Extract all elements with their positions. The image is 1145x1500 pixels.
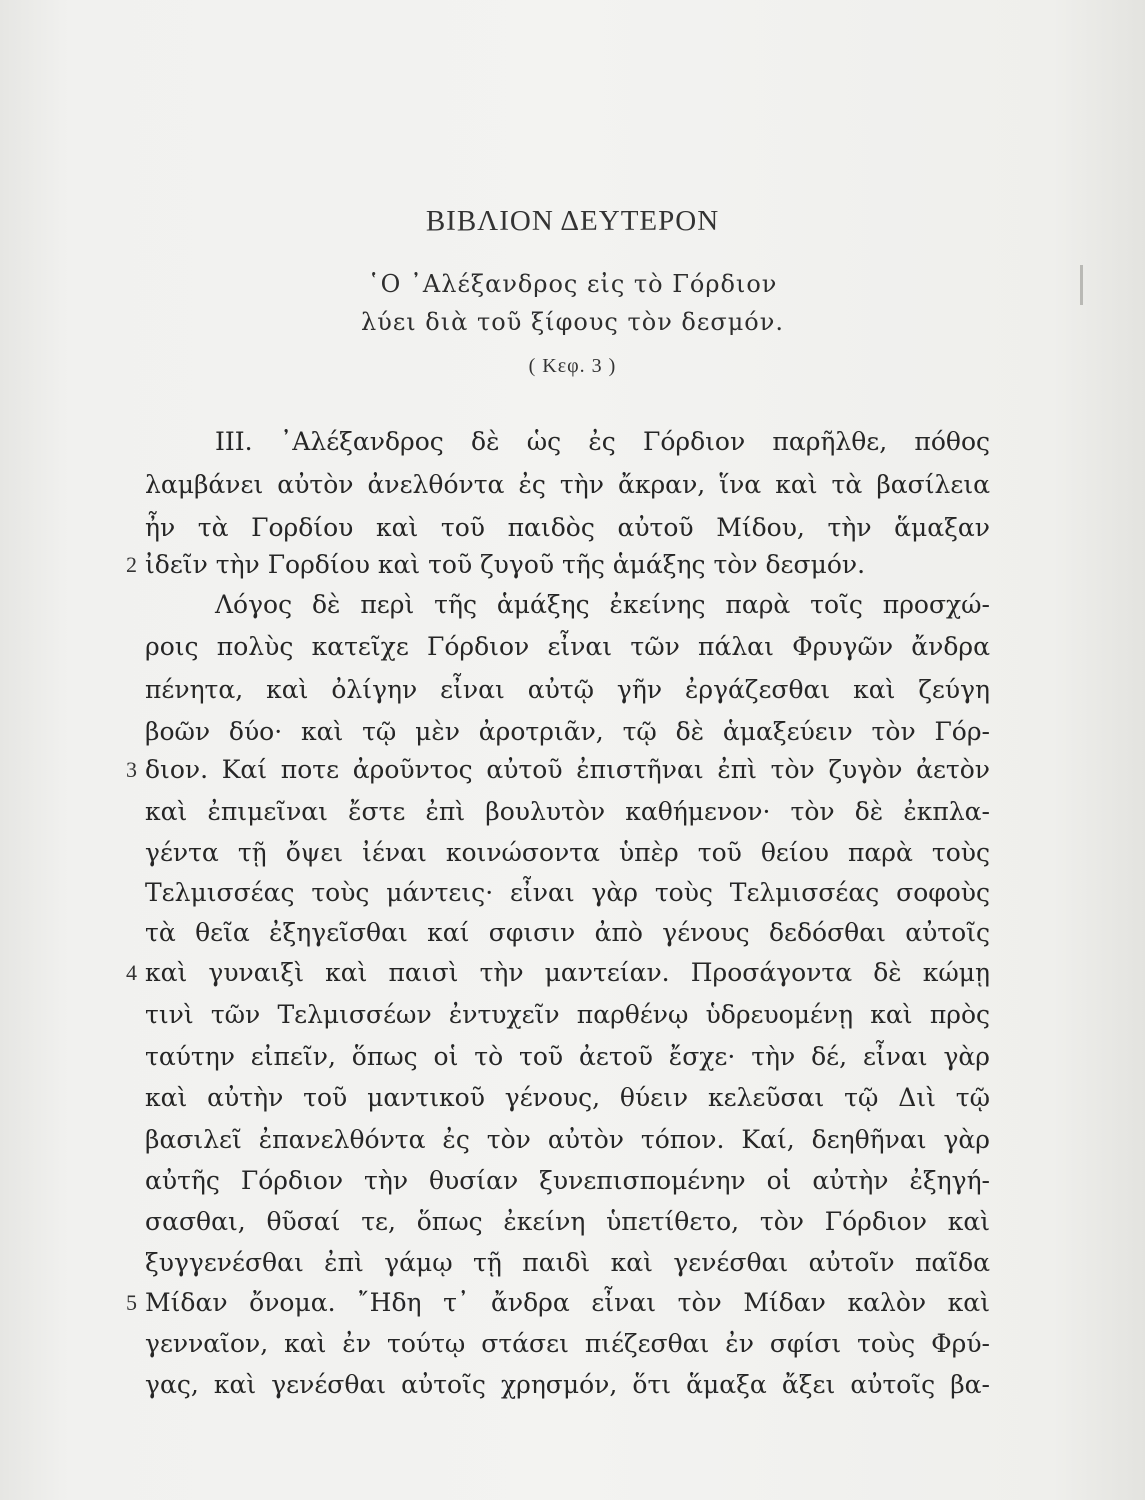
text-line: Τελμισσέας τοὺς μάντεις· εἶναι γὰρ τοὺς Τελμισσέας σοφοὺς — [145, 878, 990, 907]
text-line: βασιλεῖ ἐπανελθόντα ἐς τὸν αὐτὸν τόπον. Καί, δεηθῆναι γὰρ — [145, 1125, 990, 1154]
text-line: Μίδαν ὄνομα. ῎Ηδη τ᾿ ἄνδρα εἶναι τὸν Μίδαν καλὸν καὶ — [145, 1288, 990, 1317]
text-line: βοῶν δύο· καὶ τῷ μὲν ἀροτριᾶν, τῷ δὲ ἁμαξεύειν τὸν Γόρ- — [145, 717, 990, 746]
text-line: III. ᾿Αλέξανδρος δὲ ὡς ἐς Γόρδιον παρῆλθε, πόθος — [215, 427, 990, 456]
text-line: αὐτῆς Γόρδιον τὴν θυσίαν ξυνεπισπομένην οἱ αὐτὴν ἐξηγή- — [145, 1166, 990, 1195]
text-line: διον. Καί ποτε ἀροῦντος αὐτοῦ ἐπιστῆναι ἐπὶ τὸν ζυγὸν ἀετὸν — [145, 755, 990, 784]
text-line: γέντα τῇ ὄψει ἰέναι κοινώσοντα ὑπὲρ τοῦ θείου παρὰ τοὺς — [145, 838, 990, 867]
margin-number: 4 — [126, 960, 137, 985]
text-line: ξυγγενέσθαι ἐπὶ γάμῳ τῇ παιδὶ καὶ γενέσθαι αὐτοῖν παῖδα — [145, 1248, 990, 1277]
text-line: τινὶ τῶν Τελμισσέων ἐντυχεῖν παρθένῳ ὑδρευομένῃ καὶ πρὸς — [145, 1000, 990, 1029]
text-line: καὶ αὐτὴν τοῦ μαντικοῦ γένους, θύειν κελεῦσαι τῷ Διὶ τῷ — [145, 1083, 990, 1112]
page-edge-mark — [1080, 265, 1083, 305]
text-line: καὶ γυναιξὶ καὶ παισὶ τὴν μαντείαν. Προσάγοντα δὲ κώμῃ — [145, 958, 990, 987]
chapter-reference: ( Κεφ. 3 ) — [528, 355, 617, 377]
text-line: ἦν τὰ Γορδίου καὶ τοῦ παιδὸς αὐτοῦ Μίδου, τὴν ἅμαξαν — [145, 513, 990, 542]
text-line: ἰδεῖν τὴν Γορδίου καὶ τοῦ ζυγοῦ τῆς ἁμάξης τὸν δεσμόν. — [145, 550, 866, 579]
text-line: λαμβάνει αὐτὸν ἀνελθόντα ἐς τὴν ἄκραν, ἵνα καὶ τὰ βασίλεια — [145, 470, 990, 499]
text-line: ταύτην εἰπεῖν, ὅπως οἱ τὸ τοῦ ἀετοῦ ἔσχε· τὴν δέ, εἶναι γὰρ — [145, 1042, 990, 1071]
text-line: σασθαι, θῦσαί τε, ὅπως ἐκείνη ὑπετίθετο, τὸν Γόρδιον καὶ — [145, 1207, 990, 1236]
margin-number: 2 — [126, 552, 137, 577]
text-line: ροις πολὺς κατεῖχε Γόρδιον εἶναι τῶν πάλαι Φρυγῶν ἄνδρα — [145, 632, 990, 661]
text-line: καὶ ἐπιμεῖναι ἔστε ἐπὶ βουλυτὸν καθήμενον· τὸν δὲ ἐκπλα- — [145, 797, 990, 826]
section-title-line-1: ῾Ο ᾿Αλέξανδρος εἰς τὸ Γόρδιον — [367, 270, 778, 298]
margin-number: 3 — [126, 757, 137, 782]
margin-number: 5 — [126, 1290, 137, 1315]
section-title-line-2: λύει διὰ τοῦ ξίφους τὸν δεσμόν. — [361, 308, 784, 336]
book-title: ΒΙΒΛΙΟΝ ΔΕΥΤΕΡΟΝ — [425, 205, 720, 237]
text-line: πένητα, καὶ ὀλίγην εἶναι αὐτῷ γῆν ἐργάζεσθαι καὶ ζεύγη — [145, 675, 990, 704]
text-line: Λόγος δὲ περὶ τῆς ἁμάξης ἐκείνης παρὰ τοῖς προσχώ- — [215, 590, 990, 619]
text-line: γενναῖον, καὶ ἐν τούτῳ στάσει πιέζεσθαι ἐν σφίσι τοὺς Φρύ- — [145, 1329, 990, 1358]
text-line: γας, καὶ γενέσθαι αὐτοῖς χρησμόν, ὅτι ἅμαξα ἄξει αὐτοῖς βα- — [145, 1370, 990, 1399]
text-line: τὰ θεῖα ἐξηγεῖσθαι καί σφισιν ἀπὸ γένους δεδόσθαι αὐτοῖς — [145, 918, 990, 947]
